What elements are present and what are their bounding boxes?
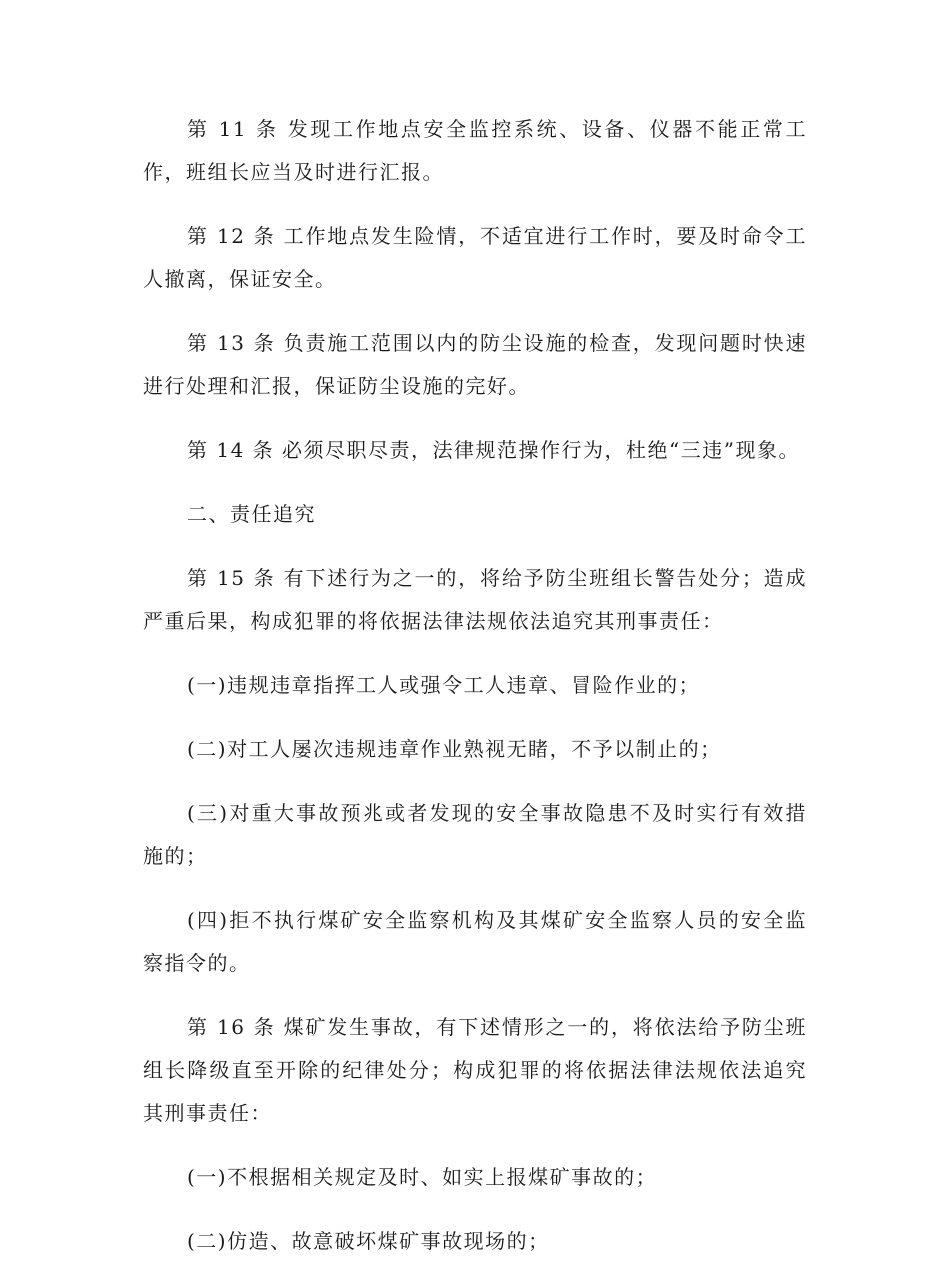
article-text: 工作地点发生险情，不适宜进行工作时，要及时命令工人撤离，保证安全。: [143, 224, 808, 291]
article-15: [143, 557, 807, 643]
article-14: [143, 429, 807, 472]
list-item-text: (四)拒不执行煤矿安全监察机构及其煤矿安全监察人员的安全监察指令的。: [143, 908, 807, 975]
section-heading: [143, 493, 807, 536]
list-item: [143, 728, 807, 771]
article-label: 第 15 条: [187, 566, 276, 590]
article-label: 第 12 条: [187, 224, 276, 248]
article-label: 第 13 条: [187, 331, 276, 355]
article-text: 有下述行为之一的，将给予防尘班组长警告处分；造成严重后果，构成犯罪的将依据法律法规依法追究其刑事责任：: [143, 566, 808, 633]
list-item: [143, 899, 807, 985]
list-item: [143, 1220, 807, 1263]
list-item: [143, 1156, 807, 1199]
list-item-text: (二)仿造、故意破坏煤矿事故现场的；: [187, 1229, 550, 1253]
list-item-text: (二)对工人屡次违规违章作业熟视无睹，不予以制止的；: [187, 737, 722, 761]
article-16: [143, 1006, 807, 1135]
article-12: [143, 215, 807, 301]
list-item: [143, 792, 807, 878]
article-13: [143, 322, 807, 408]
list-item-text: (三)对重大事故预兆或者发现的安全事故隐患不及时实行有效措施的；: [143, 801, 807, 868]
list-item-text: (一)违规违章指挥工人或强令工人违章、冒险作业的；: [187, 673, 701, 697]
article-label: 第 16 条: [187, 1015, 276, 1039]
article-text: 必须尽职尽责，法律规范操作行为，杜绝“三违”现象。: [282, 438, 800, 462]
document-body: [143, 108, 807, 1284]
section-heading-text: 二、责任追究: [187, 502, 316, 526]
list-item-text: (一)不根据相关规定及时、如实上报煤矿事故的；: [187, 1165, 658, 1189]
article-text: 发现工作地点安全监控系统、设备、仪器不能正常工作，班组长应当及时进行汇报。: [143, 117, 808, 184]
list-item: [143, 664, 807, 707]
article-label: 第 14 条: [187, 438, 275, 462]
article-label: 第 11 条: [187, 117, 279, 141]
article-text: 负责施工范围以内的防尘设施的检查，发现问题时快速进行处理和汇报，保证防尘设施的完好。: [143, 331, 808, 398]
article-11: [143, 108, 807, 194]
article-text: 煤矿发生事故，有下述情形之一的，将依法给予防尘班组长降级直至开除的纪律处分；构成犯罪的将依据法律法规依法追究其刑事责任：: [143, 1015, 808, 1125]
